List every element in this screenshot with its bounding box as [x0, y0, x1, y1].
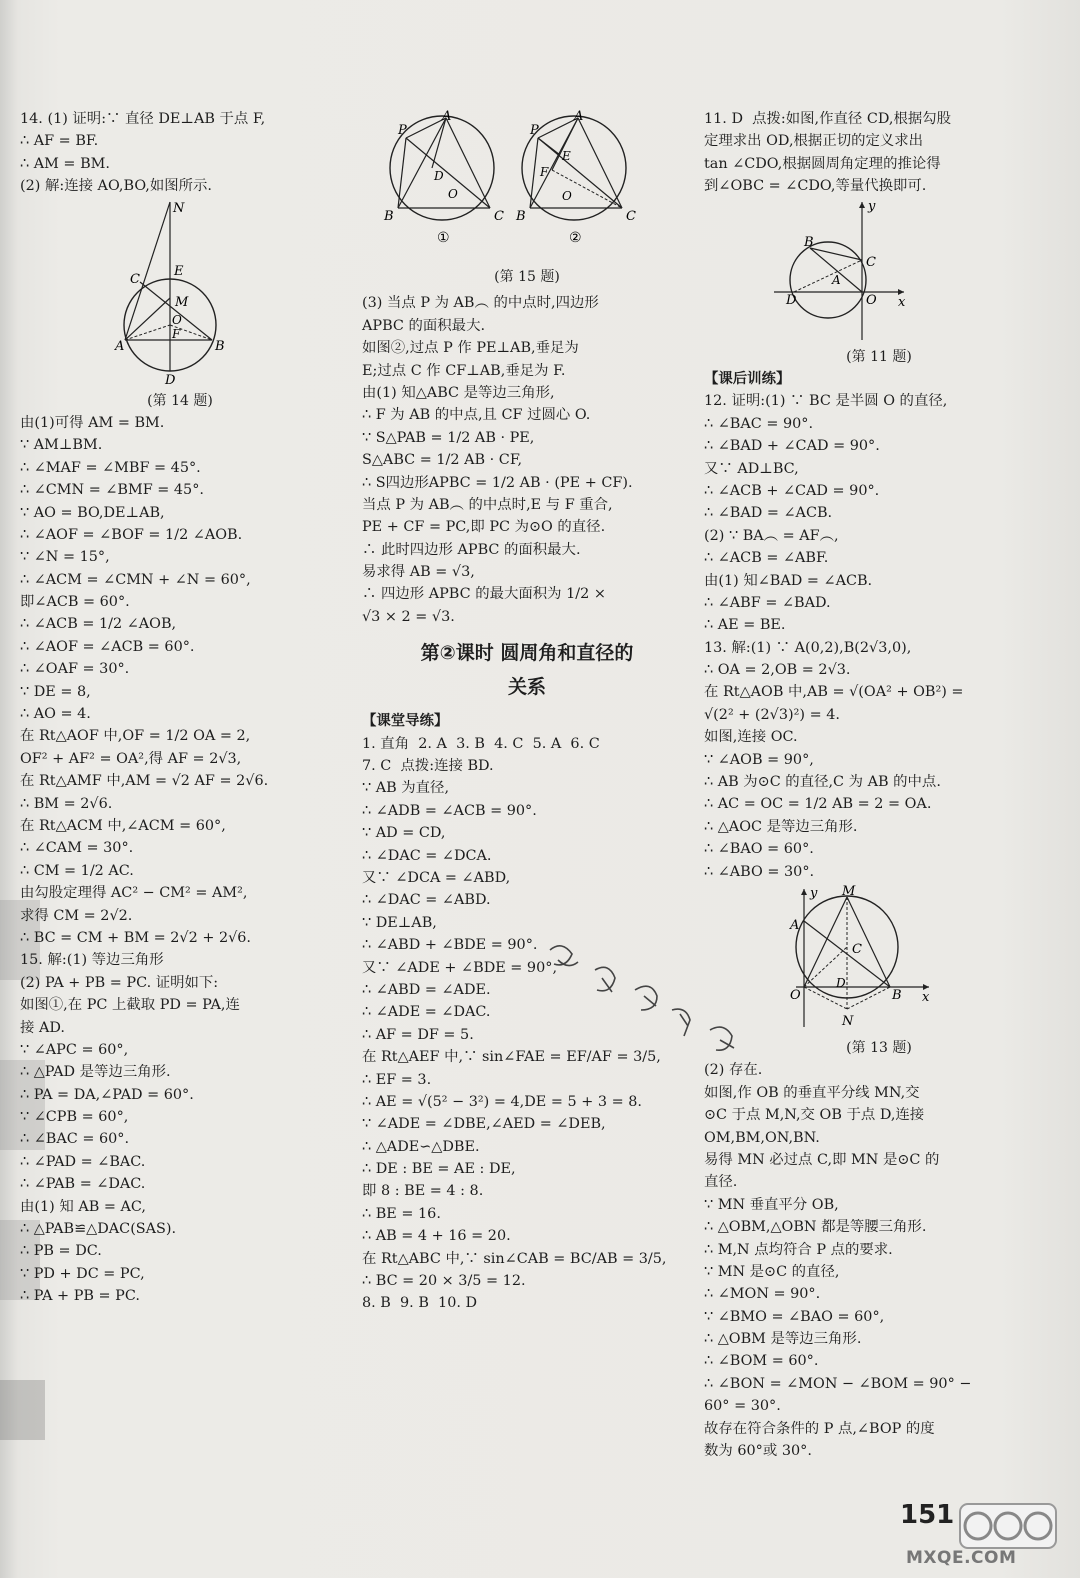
figure-14 — [20, 200, 340, 386]
q12-q13-line: ∴ AE = BE. — [704, 617, 786, 634]
solution-line: ∴ BM = 2√6. — [20, 795, 113, 812]
q13-part2-line: ⊙C 于点 M,N,交 OB 于点 D,连接 — [704, 1107, 925, 1124]
q11-line: 到∠OBC = ∠CDO,等量代换即可. — [704, 178, 927, 195]
solution-line: ∵ ∠CPB = 60°, — [20, 1109, 129, 1126]
section-header-after-class: 【课后训练】 — [704, 369, 791, 387]
fig13-label-D: D — [836, 975, 846, 990]
q11-line: 定理求出 OD,根据正切的定义求出 — [704, 133, 924, 150]
solution-line: ∴ BC = CM + BM = 2√2 + 2√6. — [20, 929, 252, 946]
q13-part2-line: ∵ MN 是⊙C 的直径, — [704, 1263, 840, 1280]
classroom-line: ∴ △ADE∽△DBE. — [362, 1138, 480, 1155]
q15-part3-line: 由(1) 知△ABC 是等边三角形, — [362, 384, 555, 401]
classroom-line: ∴ BE = 16. — [362, 1205, 441, 1222]
q13-part2-line: OM,BM,ON,BN. — [704, 1129, 820, 1146]
fig15-right-label-A: A — [574, 110, 584, 124]
q15-part3-line: 当点 P 为 AB︵ 的中点时,E 与 F 重合, — [362, 496, 613, 513]
classroom-line: ∴ AB = 4 + 16 = 20. — [362, 1228, 511, 1245]
solution-line: 由(1) 知 AB = AC, — [20, 1198, 146, 1215]
solution-line: ∴ ∠OAF = 30°. — [20, 661, 130, 678]
q12-q13-line: 13. 解:(1) ∵ A(0,2),B(2√3,0), — [704, 639, 912, 656]
classroom-line: ∴ ∠DAC = ∠ABD. — [362, 892, 491, 909]
q13-part2-line: ∴ △OBM,△OBN 都是等腰三角形. — [704, 1219, 927, 1236]
q11-hint — [704, 108, 1054, 198]
classroom-line: ∴ DE : BE = AE : DE, — [362, 1161, 516, 1178]
handwritten-note — [540, 930, 780, 1080]
fig15-sub1: ① — [437, 230, 450, 246]
fig14-label-E: E — [174, 263, 184, 279]
fig14-label-O: O — [172, 312, 182, 327]
q13-part2-line: ∴ ∠BON = ∠MON − ∠BOM = 90° − — [704, 1375, 972, 1392]
q12-q13-line: ∴ ∠BAO = 60°. — [704, 841, 814, 858]
solution-line: ∴ PA + PB = PC. — [20, 1288, 140, 1305]
q12-q13-line: ∴ ∠ACB = ∠ABF. — [704, 550, 829, 567]
classroom-line: ∵ AB 为直径, — [362, 780, 450, 797]
classroom-line: ∴ ∠ADE = ∠DAC. — [362, 1004, 491, 1021]
solution-line: ∴ CM = 1/2 AC. — [20, 862, 134, 879]
q15-part3-line: S△ABC = 1/2 AB · CF, — [362, 452, 523, 469]
solution-line: ∴ ∠MAF = ∠MBF = 45°. — [20, 459, 201, 476]
classroom-line: ∴ AF = DF = 5. — [362, 1026, 474, 1043]
solution-line: ∵ ∠APC = 60°, — [20, 1041, 129, 1058]
fig15-right-label-P: P — [530, 123, 539, 138]
solution-line: 在 Rt△AOF 中,OF = 1/2 OA = 2, — [20, 728, 251, 745]
fig13-label-x: x — [922, 989, 930, 1005]
q12-q13-line: ∴ ∠BAD = ∠ACB. — [704, 505, 833, 522]
q15-part3-line: √3 × 2 = √3. — [362, 608, 455, 625]
solution-line: ∴ PB = DC. — [20, 1243, 102, 1260]
fig11-label-C: C — [866, 254, 876, 270]
classroom-line: 又∵ ∠ADE + ∠BDE = 90°, — [362, 959, 558, 976]
figure-15-diagram — [362, 110, 692, 262]
classroom-line: 在 Rt△ABC 中,∵ sin∠CAB = BC/AB = 3/5, — [362, 1250, 667, 1267]
figure-11-caption: (第 11 题) — [846, 348, 912, 365]
classroom-line: 在 Rt△AEF 中,∵ sin∠FAE = EF/AF = 3/5, — [362, 1049, 661, 1066]
solution-line: OF² + AF² = OA²,得 AF = 2√3, — [20, 750, 242, 767]
q11-line: tan ∠CDO,根据圆周角定理的推论得 — [704, 155, 941, 172]
q13-part2-line: ∵ MN 垂直平分 OB, — [704, 1196, 839, 1213]
q13-part2-line: 数为 60°或 30°. — [704, 1443, 812, 1460]
solution-line: 由勾股定理得 AC² − CM² = AM², — [20, 885, 248, 902]
q13-part2-line: ∴ M,N 点均符合 P 点的要求. — [704, 1241, 893, 1258]
solution-line: ∵ PD + DC = PC, — [20, 1265, 145, 1282]
q15-part-3 — [362, 292, 692, 628]
fig14-label-D: D — [165, 372, 176, 386]
figure-14-caption: (第 14 题) — [147, 392, 213, 409]
solution-line: ∵ AO = BO,DE⊥AB, — [20, 504, 165, 521]
solution-line: ∴ ∠PAB = ∠DAC. — [20, 1176, 146, 1193]
solution-line: 即∠ACB = 60°. — [20, 594, 130, 611]
fig15-left-label-P: P — [398, 123, 407, 138]
fig14-label-F: F — [172, 326, 181, 341]
classroom-line: ∴ BC = 20 × 3/5 = 12. — [362, 1273, 526, 1290]
fig14-label-B: B — [215, 338, 225, 354]
q12-q13-line: 在 Rt△AOB 中,AB = √(OA² + OB²) = — [704, 684, 964, 701]
fig11-label-y: y — [868, 199, 876, 214]
q12-q13-line: 如图,连接 OC. — [704, 729, 798, 746]
q12-q13-line: ∴ ∠BAD + ∠CAD = 90°. — [704, 438, 880, 455]
q14-line: ∴ AM = BM. — [20, 155, 110, 172]
column-right — [704, 108, 1054, 1462]
fig15-left-label-C: C — [494, 209, 504, 224]
solution-line: ∵ DE = 8, — [20, 683, 91, 700]
figure-15-caption: (第 15 题) — [494, 269, 560, 285]
solution-line: ∴ ∠BAC = 60°. — [20, 1131, 130, 1148]
q15-part3-line: ∴ 四边形 APBC 的最大面积为 1/2 × — [362, 586, 606, 603]
q15-part3-line: (3) 当点 P 为 AB︵ 的中点时,四边形 — [362, 295, 599, 312]
fig15-left-label-B: B — [384, 209, 394, 224]
fig13-label-y: y — [810, 885, 818, 901]
q12-q13-line: √(2² + (2√3)²) = 4. — [704, 706, 840, 723]
q12-q13-line: ∴ ∠ACB + ∠CAD = 90°. — [704, 482, 880, 499]
column-left — [20, 108, 340, 1308]
fig15-right-label-C: C — [626, 209, 636, 224]
fig13-label-A: A — [790, 917, 800, 933]
q12-q13-line: 由(1) 知∠BAD = ∠ACB. — [704, 572, 873, 589]
q12-q13-line: ∴ ∠ABO = 30°. — [704, 863, 815, 880]
q15-part3-line: 易求得 AB = √3, — [362, 564, 475, 581]
column-middle — [362, 108, 692, 1315]
fig13-label-M: M — [842, 884, 856, 899]
fig15-sub2: ② — [569, 230, 582, 246]
q13-part2-line: ∵ ∠BMO = ∠BAO = 60°, — [704, 1308, 885, 1325]
q12-q13-line: (2) ∵ BA︵ = AF︵, — [704, 527, 839, 544]
lesson-title-line1: 第②课时 圆周角和直径的 — [420, 642, 634, 665]
solution-line: 在 Rt△ACM 中,∠ACM = 60°, — [20, 818, 226, 834]
solution-line: ∴ △PAD 是等边三角形. — [20, 1064, 171, 1081]
q14-part-a — [20, 108, 340, 198]
classroom-line: ∴ EF = 3. — [362, 1071, 432, 1088]
classroom-line: ∴ AE = √(5² − 3²) = 4,DE = 5 + 3 = 8. — [362, 1093, 642, 1110]
solution-line: ∴ ∠ACB = 1/2 ∠AOB, — [20, 616, 177, 633]
classroom-line: ∴ ∠ABD = ∠ADE. — [362, 981, 491, 998]
q15-part3-line: PE + CF = PC,即 PC 为⊙O 的直径. — [362, 519, 606, 536]
q12-q13-line: ∴ △AOC 是等边三角形. — [704, 818, 858, 835]
fig15-right-label-F: F — [540, 165, 549, 179]
q12-q13-line: ∴ ∠BAC = 90°. — [704, 415, 814, 432]
fig14-label-A: A — [115, 338, 125, 354]
classroom-line: 1. 直角 2. A 3. B 4. C 5. A 6. C — [362, 735, 600, 752]
q14-line: ∴ AF = BF. — [20, 133, 99, 150]
q13-part2-line: 易得 MN 必过点 C,即 MN 是⊙C 的 — [704, 1151, 940, 1168]
q12-q13-part-1 — [704, 390, 1054, 883]
q14-line: 14. (1) 证明:∵ 直径 DE⊥AB 于点 F, — [20, 111, 266, 127]
classroom-line: ∵ ∠ADE = ∠DBE,∠AED = ∠DEB, — [362, 1116, 606, 1133]
fig15-right-label-B: B — [516, 209, 526, 224]
fig14-label-M: M — [175, 294, 189, 310]
solution-line: ∴ ∠PAD = ∠BAC. — [20, 1153, 146, 1170]
fig11-label-D: D — [786, 292, 797, 308]
section-header-classroom: 【课堂导练】 — [362, 712, 449, 730]
page-number: 151 — [900, 1500, 955, 1530]
solution-line: ∴ ∠AOF = ∠ACB = 60°. — [20, 638, 195, 655]
figure-13-caption: (第 13 题) — [846, 1039, 912, 1056]
q12-q13-line: 12. 证明:(1) ∵ BC 是半圆 O 的直径, — [704, 393, 948, 410]
solution-line: ∴ ∠CMN = ∠BMF = 45°. — [20, 482, 204, 499]
q12-q13-line: ∴ ∠ABF = ∠BAD. — [704, 594, 831, 611]
solution-line: ∴ ∠AOF = ∠BOF = 1/2 ∠AOB. — [20, 526, 243, 543]
figure-11-diagram — [704, 200, 1054, 342]
q13-part2-line: 60° = 30°. — [704, 1398, 781, 1415]
q13-part2-line: 如图,作 OB 的垂直平分线 MN,交 — [704, 1084, 920, 1101]
solution-line: ∴ AO = 4. — [20, 706, 91, 723]
q13-part2-line: ∴ △OBM 是等边三角形. — [704, 1331, 862, 1348]
q15-part3-line: APBC 的面积最大. — [362, 317, 486, 334]
solution-line: 接 AD. — [20, 1019, 65, 1036]
solution-line: ∴ PA = DA,∠PAD = 60°. — [20, 1086, 194, 1103]
q15-part3-line: ∴ 此时四边形 APBC 的面积最大. — [362, 541, 581, 558]
fig15-right-label-E: E — [562, 149, 571, 163]
solution-line: ∴ ∠ACM = ∠CMN + ∠N = 60°, — [20, 571, 251, 588]
q13-part2-line: (2) 存在. — [704, 1062, 763, 1079]
q14-q15-solution — [20, 412, 340, 1308]
figure-14-diagram — [20, 200, 340, 386]
fig15-left-label-D: D — [434, 169, 444, 183]
q14-line: (2) 解:连接 AO,BO,如图所示. — [20, 178, 212, 195]
fig11-label-x: x — [898, 294, 906, 310]
classroom-line: ∴ ∠ADB = ∠ACB = 90°. — [362, 802, 537, 819]
q12-q13-line: ∴ AC = OC = 1/2 AB = 2 = OA. — [704, 796, 932, 813]
q12-q13-line: ∵ ∠AOB = 90°, — [704, 751, 814, 768]
q13-part2-line: ∴ ∠BOM = 60°. — [704, 1353, 819, 1370]
classroom-line: 8. B 9. B 10. D — [362, 1295, 478, 1312]
fig13-label-C: C — [852, 941, 862, 957]
watermark-url: MXQE.COM — [906, 1548, 1017, 1568]
fig15-right-label-O: O — [562, 189, 572, 203]
solution-line: ∴ ∠CAM = 30°. — [20, 840, 134, 857]
solution-line: ∵ ∠N = 15°, — [20, 549, 110, 566]
q15-part3-line: ∵ S△PAB = 1/2 AB · PE, — [362, 429, 535, 446]
fig15-left-label-O: O — [448, 187, 458, 201]
classroom-line: 又∵ ∠DCA = ∠ABD, — [362, 870, 511, 887]
q12-q13-line: 又∵ AD⊥BC, — [704, 460, 799, 477]
solution-line: (2) PA + PB = PC. 证明如下: — [20, 974, 219, 991]
q13-part2-line: 直径. — [704, 1174, 738, 1191]
lesson-title-line2: 关系 — [507, 676, 546, 699]
classroom-line: ∵ AD = CD, — [362, 825, 446, 842]
classroom-line: 7. C 点拨:连接 BD. — [362, 758, 494, 775]
q11-line: 11. D 点拨:如图,作直径 CD,根据勾股 — [704, 111, 952, 127]
q13-part2-line: 故存在符合条件的 P 点,∠BOP 的度 — [704, 1420, 935, 1437]
figure-15 — [362, 110, 692, 262]
q12-q13-line: ∴ OA = 2,OB = 2√3. — [704, 662, 851, 679]
fig11-label-O: O — [866, 292, 877, 308]
q15-part3-line: E;过点 C 作 CF⊥AB,垂足为 F. — [362, 362, 566, 379]
solution-line: 如图①,在 PC 上截取 PD = PA,连 — [20, 997, 240, 1014]
solution-line: ∴ △PAB≌△DAC(SAS). — [20, 1221, 177, 1238]
fig11-label-A: A — [832, 272, 841, 287]
fig15-left-label-A: A — [442, 110, 452, 124]
fig14-label-N: N — [173, 200, 185, 216]
fig13-label-N: N — [842, 1013, 854, 1029]
q13-part2-line: ∴ ∠MON = 90°. — [704, 1286, 821, 1303]
solution-line: 由(1)可得 AM = BM. — [20, 414, 165, 431]
solution-line: 在 Rt△AMF 中,AM = √2 AF = 2√6. — [20, 773, 269, 790]
figure-11 — [704, 200, 1054, 342]
classroom-line: ∴ ∠ABD + ∠BDE = 90°. — [362, 937, 538, 954]
fig11-label-B: B — [804, 234, 814, 250]
classroom-line: 即 8 : BE = 4 : 8. — [362, 1183, 484, 1200]
solution-line: 求得 CM = 2√2. — [20, 907, 133, 924]
q15-part3-line: 如图②,过点 P 作 PE⊥AB,垂足为 — [362, 340, 579, 357]
solution-line: ∵ AM⊥BM. — [20, 437, 103, 454]
classroom-line: ∵ DE⊥AB, — [362, 914, 437, 931]
fig13-label-B: B — [892, 987, 902, 1003]
q15-part3-line: ∴ F 为 AB 的中点,且 CF 过圆心 O. — [362, 407, 591, 424]
lesson-title — [362, 636, 692, 704]
q12-q13-line: ∴ AB 为⊙C 的直径,C 为 AB 的中点. — [704, 774, 941, 791]
fig13-label-O: O — [790, 987, 801, 1003]
q15-part3-line: ∴ S四边形APBC = 1/2 AB · (PE + CF). — [362, 474, 633, 491]
q13-part-2 — [704, 1059, 1054, 1462]
solution-line: 15. 解:(1) 等边三角形 — [20, 952, 164, 969]
classroom-line: ∴ ∠DAC = ∠DCA. — [362, 847, 492, 864]
fig14-label-C: C — [130, 271, 140, 287]
